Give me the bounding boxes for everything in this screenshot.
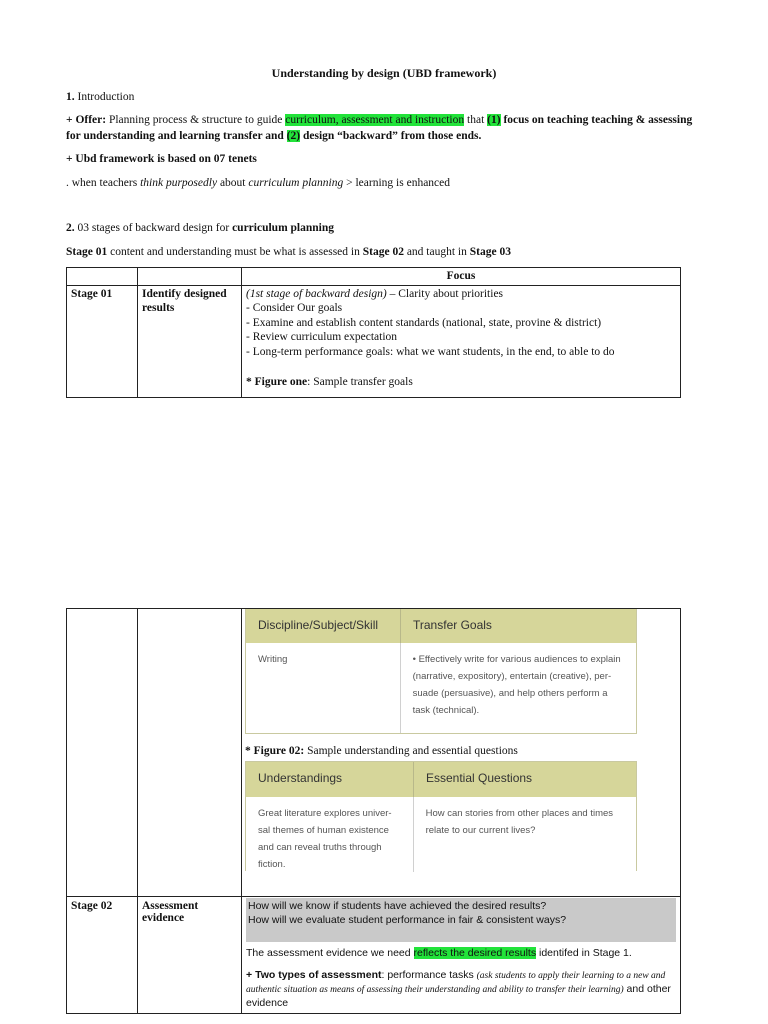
figure-1-image bbox=[245, 609, 637, 734]
stage-line-text-2: and taught in bbox=[403, 246, 470, 258]
figure-2-caption bbox=[245, 745, 518, 757]
teachers-italic-1: think purposedly bbox=[140, 177, 218, 189]
offer-text-1: Planning process & structure to guide bbox=[106, 114, 286, 126]
intro-number: 1. bbox=[66, 91, 75, 103]
types-text-2: and other evidence bbox=[246, 983, 671, 1009]
stages-bold: curriculum planning bbox=[232, 222, 335, 234]
table-row bbox=[67, 285, 681, 397]
offer-plus: + bbox=[66, 114, 76, 126]
focus-bullet: - Long-term performance goals: what we want students, in the end, to able to do bbox=[246, 345, 615, 358]
header-focus: Focus bbox=[242, 268, 681, 286]
focus-bullet: - Consider Our goals bbox=[246, 302, 343, 314]
stages-heading bbox=[66, 220, 706, 236]
figure-2-header bbox=[246, 762, 636, 797]
focus-italic: (1st stage of backward design) bbox=[246, 287, 387, 300]
types-plus: + bbox=[246, 969, 256, 981]
figure-2-image bbox=[245, 761, 637, 871]
stage-02-focus bbox=[242, 897, 681, 1014]
question-1: How will we know if students have achieved the desired results? bbox=[248, 900, 547, 912]
evidence-text-2: identifed in Stage 1. bbox=[536, 947, 632, 959]
offer-paragraph bbox=[66, 112, 706, 144]
intro-text: Introduction bbox=[74, 91, 135, 103]
continuation-cell-1 bbox=[67, 609, 138, 897]
figure-1-cell-1: Writing bbox=[246, 643, 401, 733]
focus-bullet: - Examine and establish content standards (national, state, provine & district) bbox=[246, 316, 602, 329]
stage-02-name: Assessment evidence bbox=[138, 897, 242, 1014]
teachers-line bbox=[66, 175, 706, 191]
evidence-line bbox=[246, 946, 676, 960]
offer-label: Offer: bbox=[75, 114, 107, 126]
intro-heading bbox=[66, 89, 706, 105]
continuation-cell-2 bbox=[138, 609, 242, 897]
figure-1-col-2: Transfer Goals bbox=[413, 618, 492, 632]
figure-one-line bbox=[246, 375, 676, 390]
teachers-italic-2: curriculum planning bbox=[248, 177, 344, 189]
offer-text-2: that bbox=[464, 114, 488, 126]
header-cell-empty-2 bbox=[138, 268, 242, 286]
stage-table-1 bbox=[66, 267, 681, 398]
types-text-1: : performance tasks bbox=[381, 969, 477, 981]
offer-highlight-1: curriculum, assessment and instruction bbox=[285, 114, 465, 126]
stage-02-cell: Stage 02 bbox=[67, 897, 138, 1014]
figure-one-label: * Figure one bbox=[246, 376, 308, 388]
evidence-text-1: The assessment evidence we need bbox=[246, 947, 414, 959]
stage-line-bold-1: Stage 01 bbox=[66, 246, 108, 258]
figure-2-cell-1: Great literature explores univer-sal themes of human existence and can reveal truths through fiction. bbox=[246, 797, 414, 872]
stage-01-focus bbox=[242, 285, 681, 397]
ubd-tenets-text: + Ubd framework is based on 07 tenets bbox=[66, 153, 257, 165]
ubd-tenets bbox=[66, 151, 706, 167]
figure-1-col-1: Discipline/Subject/Skill bbox=[246, 609, 401, 643]
focus-bullet: - Review curriculum expectation bbox=[246, 331, 398, 343]
figure-2-col-2: Essential Questions bbox=[426, 771, 533, 785]
offer-bold-1: focus on teaching teaching & assessing for understanding and learning transfer and bbox=[66, 114, 693, 142]
header-cell-empty-1 bbox=[67, 268, 138, 286]
stage-line-text-1: content and understanding must be what is assessed in bbox=[107, 246, 363, 258]
focus-first-text: – Clarity about priorities bbox=[386, 287, 504, 300]
stage-01-cell: Stage 01 bbox=[67, 285, 138, 397]
figure-2-col-1: Understandings bbox=[246, 762, 414, 797]
figure-2-body bbox=[246, 797, 636, 872]
teachers-text-3: > learning is enhanced bbox=[343, 177, 451, 189]
evidence-highlight: reflects the desired results bbox=[413, 947, 537, 959]
stage-line-bold-2: Stage 02 bbox=[362, 246, 404, 258]
table-header-row bbox=[67, 268, 681, 286]
table-row bbox=[67, 897, 681, 1014]
teachers-text-2: about bbox=[217, 177, 249, 189]
figure-1-cell-2: • Effectively write for various audiences to explain (narrative, expository), entertain (creative), per-suade (persuasive), and help others perform a task (technical). bbox=[412, 654, 621, 716]
document-title: Understanding by design (UBD framework) bbox=[271, 66, 497, 80]
types-italic: (ask students to apply their learning to a new and authentic situation as means of assessing their understanding and ability to transfer their learning) bbox=[246, 971, 666, 995]
stages-text: 03 stages of backward design for bbox=[74, 222, 233, 234]
assessment-questions bbox=[246, 898, 676, 942]
stage-01-name: Identify designed results bbox=[138, 285, 242, 397]
focus-first-line bbox=[246, 287, 676, 302]
offer-bold-2: design “backward” from those ends. bbox=[300, 130, 482, 142]
stage-line-bold-3: Stage 03 bbox=[469, 246, 511, 258]
figure-1-body bbox=[246, 643, 636, 733]
stages-number: 2. bbox=[66, 222, 75, 234]
figure-1-header bbox=[246, 609, 636, 643]
types-paragraph bbox=[246, 969, 676, 1010]
types-label: Two types of assessment bbox=[255, 969, 382, 981]
offer-highlight-3: (2) bbox=[286, 130, 301, 142]
figure-2-label: * Figure 02: bbox=[245, 745, 305, 757]
stage-line bbox=[66, 244, 706, 260]
figure-2-text: Sample understanding and essential questions bbox=[304, 745, 518, 757]
figure-one-text: : Sample transfer goals bbox=[307, 376, 413, 388]
question-2: How will we evaluate student performance in fair & consistent ways? bbox=[248, 914, 567, 926]
teachers-text-1: . when teachers bbox=[66, 177, 141, 189]
offer-highlight-2: (1) bbox=[487, 114, 501, 126]
figure-2-cell-2: How can stories from other places and times relate to our current lives? bbox=[425, 808, 614, 836]
